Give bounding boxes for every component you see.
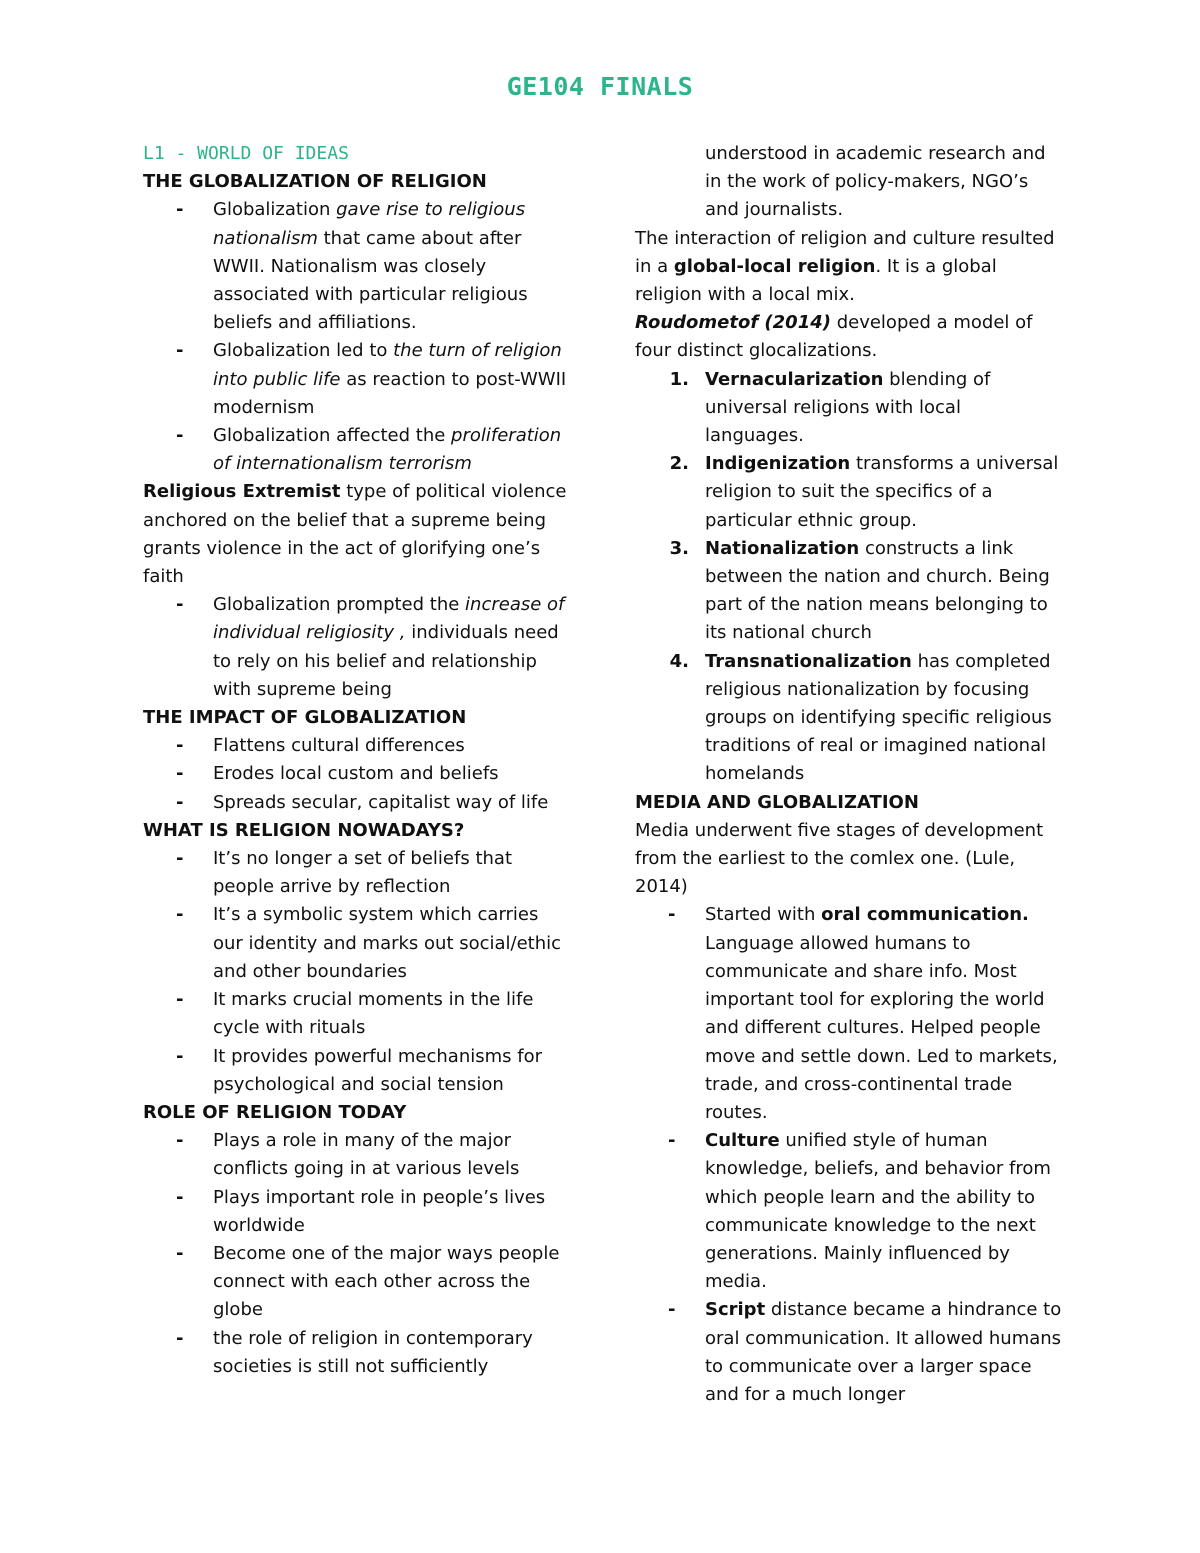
impact-list	[143, 732, 568, 817]
list-item: - It marks crucial moments in the life cycle with rituals	[143, 986, 568, 1042]
list-item: 4. Transnationalization has completed religious nationalization by focusing groups on identifying specific religious traditions of real or imagined national homelands	[669, 650, 1052, 785]
list-item: - Globalization affected the proliferation of internationalism terrorism	[143, 422, 568, 478]
list-item: - Culture unified style of human knowledge, beliefs, and behavior from which people learn and the ability to communicate knowledge to the next generations. Mainly influenced by media.	[635, 1127, 1065, 1296]
list-item: - Flattens cultural differences	[143, 732, 568, 760]
religiosity-list	[143, 591, 568, 704]
list-item: 1. Vernacularization blending of universal religions with local languages.	[669, 368, 991, 447]
global-local-paragraph: The interaction of religion and culture resulted in a global-local religion. It is a global religion with a local mix.	[635, 227, 1055, 306]
glocalization-list	[635, 366, 1065, 789]
list-item: - Globalization led to the turn of religion into public life as reaction to post-WWII modernism	[143, 337, 568, 422]
list-item: - It provides powerful mechanisms for psychological and social tension	[143, 1043, 568, 1099]
section-heading-role-of-religion: ROLE OF RELIGION TODAY	[143, 1101, 407, 1123]
roudometof-paragraph: Roudometof (2014) developed a model of four distinct glocalizations.	[635, 312, 1033, 362]
role-list	[143, 1127, 568, 1381]
nowadays-list	[143, 845, 568, 1099]
list-item: - Spreads secular, capitalist way of life	[143, 789, 568, 817]
continued-text: understood in academic research and in the work of policy-makers, NGO’s and journalists.	[705, 143, 1046, 221]
list-item: 3. Nationalization constructs a link between the nation and church. Being part of the nation means belonging to its national church	[669, 537, 1050, 644]
section-heading-religion-nowadays: WHAT IS RELIGION NOWADAYS?	[143, 819, 465, 841]
left-column	[143, 140, 568, 1381]
section-heading-media: MEDIA AND GLOBALIZATION	[635, 791, 919, 813]
lesson-heading: L1 - WORLD OF IDEAS	[143, 143, 349, 164]
list-item: - Erodes local custom and beliefs	[143, 760, 568, 788]
list-item: - Globalization prompted the increase of individual religiosity , individuals need to rely on his belief and relationship with supreme being	[143, 591, 568, 704]
page-title: GE104 FINALS	[506, 72, 694, 101]
list-item: - Plays a role in many of the major conflicts going in at various levels	[143, 1127, 568, 1183]
list-item: - the role of religion in contemporary societies is still not sufficiently	[143, 1325, 568, 1381]
religious-extremist-definition: Religious Extremist type of political violence anchored on the belief that a supreme being grants violence in the act of glorifying one’s faith	[143, 481, 567, 588]
section-heading-impact: THE IMPACT OF GLOBALIZATION	[143, 707, 467, 729]
list-item: - It’s a symbolic system which carries our identity and marks out social/ethic and other boundaries	[143, 901, 568, 986]
section-heading-globalization-of-religion: THE GLOBALIZATION OF RELIGION	[143, 171, 487, 193]
list-item: - Plays important role in people’s lives worldwide	[143, 1184, 568, 1240]
list-item: - It’s no longer a set of beliefs that people arrive by reflection	[143, 845, 568, 901]
list-item: - Script distance became a hindrance to oral communication. It allowed humans to communicate over a larger space and for a much longer	[635, 1296, 1065, 1409]
list-item: - Started with oral communication. Language allowed humans to communicate and share info. Most important tool for exploring the world and different cultures. Helped people move and settle down. Led to markets, trade, and cross-continental trade routes.	[635, 901, 1065, 1127]
list-item: - Become one of the major ways people connect with each other across the globe	[143, 1240, 568, 1325]
media-stages-list	[635, 901, 1065, 1409]
globalization-religion-list	[143, 196, 568, 478]
right-column	[635, 140, 1065, 1409]
list-item: 2. Indigenization transforms a universal religion to suit the specifics of a particular ethnic group.	[669, 453, 1059, 531]
media-paragraph: Media underwent five stages of development from the earliest to the comlex one. (Lule, 2014)	[635, 819, 1044, 898]
list-item: - Globalization gave rise to religious nationalism that came about after WWII. Nationalism was closely associated with particular religious beliefs and affiliations.	[143, 196, 568, 337]
